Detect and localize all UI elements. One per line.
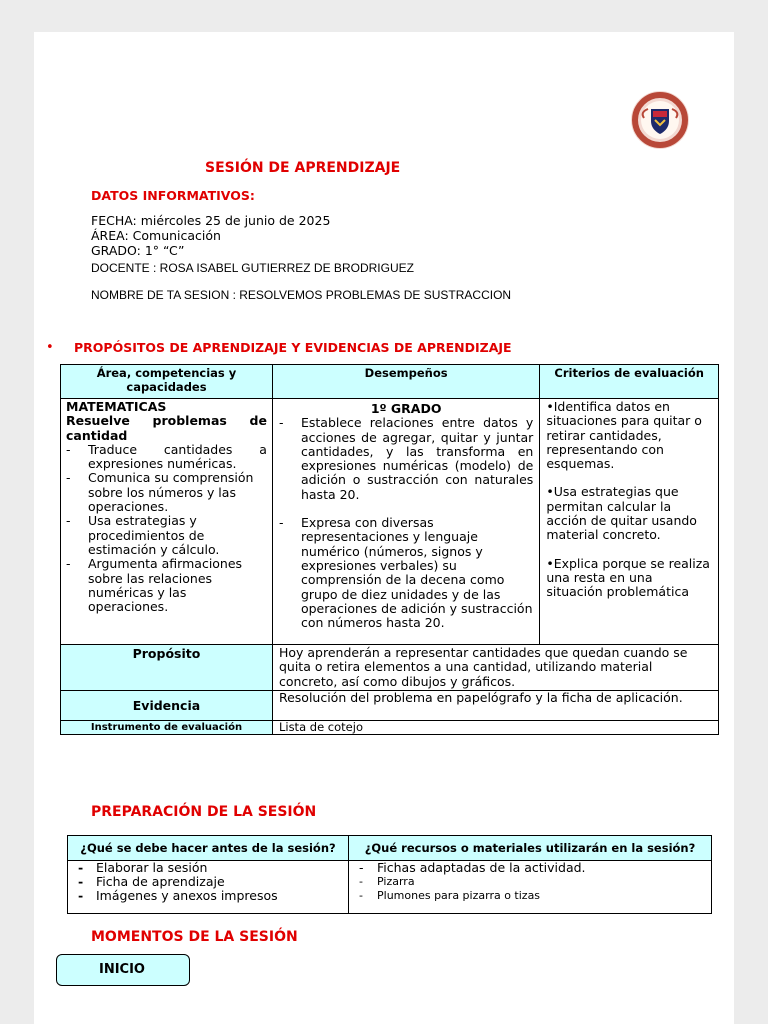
competencia: Resuelve problemas de cantidad — [66, 413, 267, 443]
grado-label: 1º GRADO — [370, 401, 442, 416]
momentos-heading: MOMENTOS DE LA SESIÓN — [91, 929, 298, 945]
antes-list — [68, 861, 348, 903]
list-item: - Imágenes y anexos impresos — [68, 889, 348, 903]
propositos-table — [60, 364, 719, 735]
criterios-cell — [540, 399, 719, 645]
instrumento-label: Instrumento de evaluación — [61, 720, 273, 734]
inicio-box — [56, 954, 190, 986]
recursos-list — [349, 861, 711, 903]
desempenos-list — [279, 416, 533, 630]
inicio-label: INICIO — [99, 962, 145, 977]
docente-line: DOCENTE : ROSA ISABEL GUTIERREZ DE BRODRIGUEZ — [91, 261, 414, 275]
list-item: - Comunica su comprensión sobre los números y las operaciones. — [66, 471, 267, 514]
evidencia-text: Resolución del problema en papelógrafo y la ficha de aplicación. — [272, 690, 718, 720]
capacidades-list — [66, 443, 267, 615]
list-item: - Usa estrategias y procedimientos de estimación y cálculo. — [66, 514, 267, 557]
criterio-item: •Usa estrategias que permitan calcular la acción de quitar usando material concreto. — [546, 484, 697, 543]
section-bullet: • — [46, 340, 54, 355]
school-seal-icon — [630, 90, 690, 150]
list-item: - Traduce cantidades a expresiones numéricas. — [66, 443, 267, 472]
criterio-item: •Identifica datos en situaciones para quitar o retirar cantidades, representando con esquemas. — [546, 399, 702, 472]
recursos-cell — [349, 861, 712, 914]
datos-informativos-heading: DATOS INFORMATIVOS: — [91, 188, 255, 203]
list-item: - Establece relaciones entre datos y acciones de agregar, quitar y juntar cantidades, y las transforma en expresiones numéricas (modelo) de adición o sustracción con naturales hasta 20. — [279, 416, 533, 502]
area-line: ÁREA: Comunicación — [91, 228, 221, 243]
list-item: - Elaborar la sesión — [68, 861, 348, 875]
preparacion-table — [67, 835, 712, 914]
preparacion-heading: PREPARACIÓN DE LA SESIÓN — [91, 804, 317, 820]
criterio-item: •Explica porque se realiza una resta en una situación problemática — [546, 555, 710, 600]
col-header-desempenos: Desempeños — [272, 365, 539, 399]
page-title: SESIÓN DE APRENDIZAJE — [205, 160, 401, 176]
list-item: - Pizarra — [349, 875, 711, 889]
list-item: - Plumones para pizarra o tizas — [349, 889, 711, 903]
grado-line: GRADO: 1° “C” — [91, 243, 185, 258]
desempenos-cell — [272, 399, 539, 645]
instrumento-text: Lista de cotejo — [272, 720, 718, 734]
area-cell — [61, 399, 273, 645]
col-header-criterios: Criterios de evaluación — [540, 365, 719, 399]
list-item: - Argumenta afirmaciones sobre las relaciones numéricas y las operaciones. — [66, 557, 267, 614]
antes-cell — [68, 861, 349, 914]
nombre-sesion-line: NOMBRE DE TA SESION : RESOLVEMOS PROBLEMAS DE SUSTRACCION — [91, 288, 512, 302]
evidencia-label: Evidencia — [61, 690, 273, 720]
fecha-line: FECHA: miércoles 25 de junio de 2025 — [91, 213, 331, 228]
document-page — [34, 32, 734, 1024]
col-header-recursos: ¿Qué recursos o materiales utilizarán en la sesión? — [349, 836, 712, 861]
col-header-area: Área, competencias y capacidades — [61, 365, 273, 399]
list-item: - Expresa con diversas representaciones y lenguaje numérico (números, signos y expresiones verbales) su comprensión de la decena como grupo de diez unidades y de las operaciones de adición y sustracción con números hasta 20. — [279, 516, 533, 630]
col-header-antes: ¿Qué se debe hacer antes de la sesión? — [68, 836, 349, 861]
propositos-heading: PROPÓSITOS DE APRENDIZAJE Y EVIDENCIAS DE APRENDIZAJE — [74, 340, 512, 355]
list-item: - Fichas adaptadas de la actividad. — [349, 861, 711, 875]
proposito-label: Propósito — [61, 645, 273, 691]
area-name: MATEMATICAS — [66, 399, 167, 414]
proposito-text: Hoy aprenderán a representar cantidades que quedan cuando se quita o retira elementos a una cantidad, utilizando material concreto, así como dibujos y gráficos. — [272, 645, 718, 691]
list-item: - Ficha de aprendizaje — [68, 875, 348, 889]
